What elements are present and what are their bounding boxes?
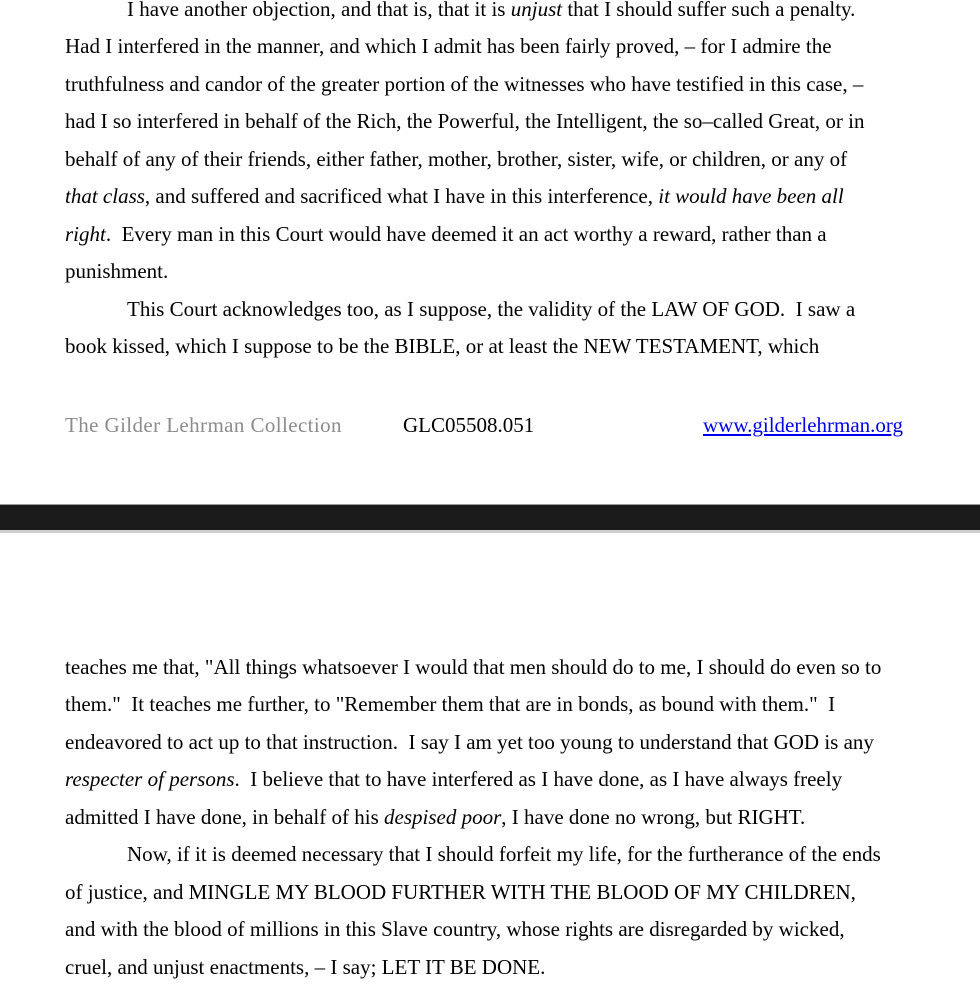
text-segment: Now, if it is deemed necessary that I should forfeit my life, for the furtherance of the ends [127, 842, 881, 867]
text-line [65, 216, 935, 253]
page-footer [0, 407, 980, 444]
text-line [65, 328, 935, 365]
text-line [65, 253, 935, 290]
collection-label: The Gilder Lehrman Collection [65, 413, 342, 437]
document-id: GLC05508.051 [403, 413, 535, 437]
text-segment: and with the blood of millions in this Slave country, whose rights are disregarded by wicked, [65, 917, 845, 942]
page2-text-block [65, 649, 935, 986]
text-line [65, 178, 935, 215]
text-segment: behalf of any of their friends, either father, mother, brother, sister, wife, or children, or any of [65, 146, 848, 171]
text-segment: punishment. [65, 259, 169, 284]
text-segment: truthfulness and candor of the greater portion of the witnesses who have testified in this case, – [65, 71, 864, 96]
italic-text-segment: that class [65, 184, 145, 209]
text-segment: them." It teaches me further, to "Remember them that are in bonds, as bound with them." I [65, 692, 836, 717]
text-line [65, 141, 935, 178]
text-line [65, 949, 935, 986]
text-segment: cruel, and unjust enactments, – I say; LET IT BE DONE. [65, 954, 546, 979]
italic-text-segment: it would have been all [658, 184, 844, 209]
text-segment: This Court acknowledges too, as I suppose, the validity of the LAW OF GOD. I saw a [127, 296, 856, 321]
text-segment: teaches me that, "All things whatsoever I would that men should do to me, I should do even so to [65, 655, 882, 679]
text-segment: book kissed, which I suppose to be the BIBLE, or at least the NEW TESTAMENT, which [65, 333, 820, 358]
text-segment: , and suffered and sacrificed what I have in this interference, [144, 184, 659, 209]
text-line [65, 761, 935, 798]
italic-text-segment: despised poor [384, 804, 502, 829]
text-segment: that I should suffer such a penalty. [562, 0, 856, 21]
page-divider-edge [0, 530, 980, 533]
page1-text-block [65, 0, 935, 365]
text-segment: . I believe that to have interfered as I have done, as I have always freely [234, 767, 843, 792]
text-segment: Had I interfered in the manner, and which I admit has been fairly proved, – for I admire the [65, 34, 832, 59]
text-line [65, 799, 935, 836]
text-segment: , I have done no wrong, but RIGHT. [501, 804, 806, 829]
text-line [65, 28, 935, 65]
text-line [65, 911, 935, 948]
text-segment: . Every man in this Court would have deemed it an act worthy a reward, rather than a [105, 221, 827, 246]
text-segment: admitted I have done, in behalf of his [65, 804, 384, 829]
text-line [65, 0, 935, 28]
text-line [65, 874, 935, 911]
text-line [65, 724, 935, 761]
text-segment: had I so interfered in behalf of the Rich, the Powerful, the Intelligent, the so–called Great, or in [65, 109, 865, 134]
text-line [65, 836, 935, 873]
page-divider [0, 504, 980, 530]
gilderlehrman-link[interactable]: www.gilderlehrman.org [703, 413, 904, 437]
italic-text-segment: unjust [510, 0, 563, 21]
text-line [65, 103, 935, 140]
text-line [65, 66, 935, 103]
text-segment: I have another objection, and that is, that it is [127, 0, 511, 21]
text-segment: endeavored to act up to that instruction. I say I am yet too young to understand that GOD is any [65, 729, 874, 754]
text-line [65, 686, 935, 723]
italic-text-segment: respecter of persons [65, 767, 235, 792]
text-segment: of justice, and MINGLE MY BLOOD FURTHER WITH THE BLOOD OF MY CHILDREN, [65, 879, 856, 904]
italic-text-segment: right [65, 221, 106, 246]
text-line [65, 649, 935, 686]
text-line [65, 291, 935, 328]
